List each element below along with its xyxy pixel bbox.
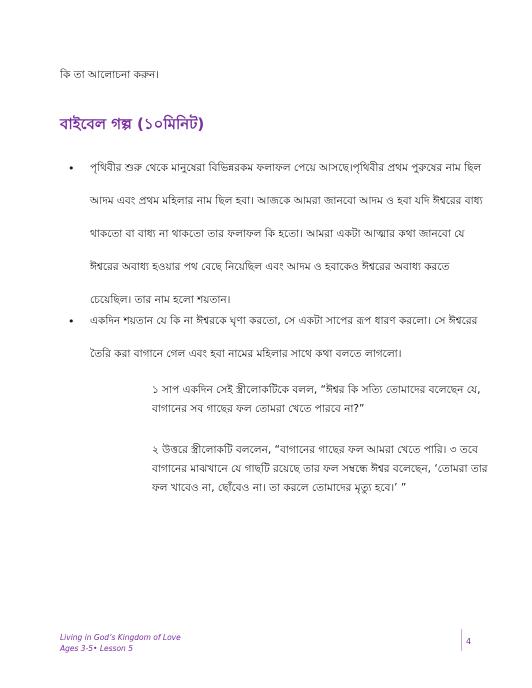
bullet-marker: • <box>68 162 75 175</box>
bullet-item <box>60 305 490 371</box>
scripture-quote: ২ উত্তরে স্ত্রীলোকটি বললেন, “বাগানের গাছের ফল আমরা খেতে পারি। ৩ তবে বাগানের মাঝখানে যে গাছটি রয়েছে তার ফল সম্বন্ধে ঈশ্বর বলেছেন, ‘তোমরা তার ফল খাবেও না, ছোঁবেও না। তা করলে তোমাদের মৃত্যু হবে।’ ” <box>152 444 488 494</box>
bullet-item <box>60 152 490 317</box>
bullet-text: পৃথিবীর শুরু থেকে মানুষেরা বিভিন্নরকম ফলাফল পেয়ে আসছে।পৃথিবীর প্রথম পুরুষের নাম ছিল আদম এবং প্রথম মহিলার নাম ছিল হবা। আজকে আমরা জানবো আদম ও হবা যদি ঈশ্বরের বাধ্য থাকতো বা বাধ্য না থাকতো তার ফলাফল কি হতো। আমরা একটা আত্মার কথা জানবো যে ঈশ্বরের অবাধ্য হওয়ার পথ বেছে নিয়েছিল এবং আদম ও হবাকেও ঈশ্বরের অবাধ্য করতে চেয়েছিল। তার নাম হলো শয়তান। <box>90 162 483 306</box>
page-number: 4 <box>466 637 472 646</box>
bullet-marker: • <box>68 315 75 328</box>
intro-text: কি তা আলোচনা করুন। <box>60 69 160 81</box>
footer-line: Living in God’s Kingdom of Love <box>60 633 181 642</box>
bullet-text: একদিন শয়তান যে কি না ঈশ্বরকে ঘৃণা করতো, সে একটা সাপের রূপ ধারণ করলো। সে ঈশ্বরের তৈরি করা বাগানে গেল এবং হবা নামের মহিলার সাথে কথা বলতে লাগলো। <box>90 315 478 360</box>
footer-line: Ages 3-5• Lesson 5 <box>60 644 133 653</box>
footer-title <box>60 632 181 654</box>
section-heading: বাইবেল গল্প (১০মিনিট) <box>60 115 205 133</box>
scripture-quote: ১ সাপ একদিন সেই স্ত্রীলোকটিকে বলল, “ঈশ্বর কি সত্যি তোমাদের বলেছেন যে, বাগানের সব গাছের ফল তোমরা খেতে পারবে না?” <box>152 384 481 415</box>
footer-divider <box>461 629 462 651</box>
